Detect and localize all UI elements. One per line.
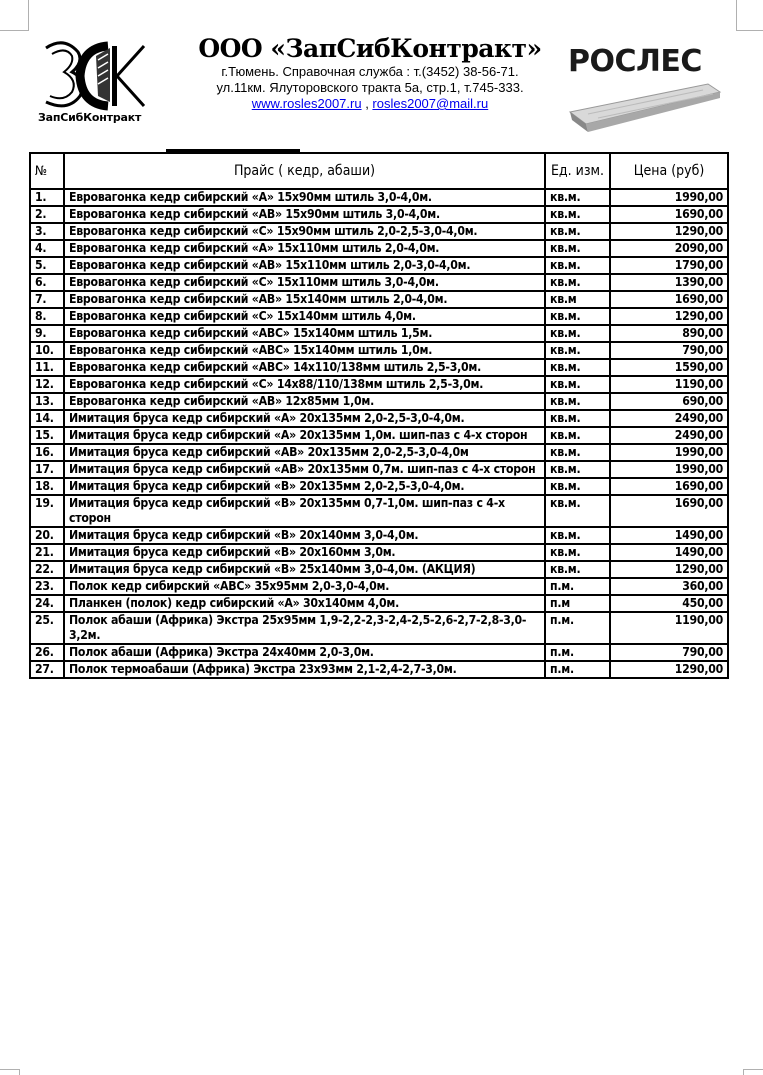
unit-cell: п.м. [545,644,610,661]
price-cell: 1990,00 [610,189,728,206]
product-name: Евровагонка кедр сибирский «АВС» 15х140мм штиль 1,0м. [64,342,545,359]
row-number: 9. [30,325,64,342]
table-row [30,342,728,359]
price-cell: 1690,00 [610,206,728,223]
price-cell: 690,00 [610,393,728,410]
rosles-logo [568,44,738,134]
price-cell: 1290,00 [610,661,728,678]
table-row [30,527,728,544]
company-header [170,34,570,112]
contacts-separator: , [361,96,373,111]
table-row [30,410,728,427]
unit-cell: кв.м. [545,257,610,274]
price-cell: 1390,00 [610,274,728,291]
product-name: Полок абаши (Африка) Экстра 25х95мм 1,9-2,2-2,3-2,4-2,5-2,6-2,7-2,8-3,0-3,2м. [64,612,545,644]
product-name: Имитация бруса кедр сибирский «В» 20х160мм 3,0м. [64,544,545,561]
row-number: 24. [30,595,64,612]
row-number: 26. [30,644,64,661]
page-corner-mark [0,1069,20,1075]
product-name: Имитация бруса кедр сибирский «В» 20х135мм 2,0-2,5-3,0-4,0м. [64,478,545,495]
product-name: Евровагонка кедр сибирский «С» 15х90мм штиль 2,0-2,5-3,0-4,0м. [64,223,545,240]
row-number: 20. [30,527,64,544]
row-number: 15. [30,427,64,444]
row-number: 16. [30,444,64,461]
unit-cell: кв.м. [545,325,610,342]
product-name: Имитация бруса кедр сибирский «В» 20х140мм 3,0-4,0м. [64,527,545,544]
price-cell: 1290,00 [610,223,728,240]
price-cell: 890,00 [610,325,728,342]
price-cell: 1190,00 [610,612,728,644]
unit-cell: кв.м. [545,342,610,359]
table-row [30,578,728,595]
table-row [30,223,728,240]
website-link[interactable]: www.rosles2007.ru [251,96,362,111]
row-number: 13. [30,393,64,410]
unit-cell: кв.м [545,291,610,308]
product-name: Евровагонка кедр сибирский «С» 14х88/110/138мм штиль 2,5-3,0м. [64,376,545,393]
table-row [30,612,728,644]
unit-cell: п.м [545,595,610,612]
product-name: Евровагонка кедр сибирский «А» 15х110мм штиль 2,0-4,0м. [64,240,545,257]
price-cell: 1990,00 [610,461,728,478]
column-header-price: Цена (руб) [610,153,728,189]
row-number: 5. [30,257,64,274]
unit-cell: кв.м. [545,444,610,461]
row-number: 2. [30,206,64,223]
price-cell: 1690,00 [610,495,728,527]
row-number: 23. [30,578,64,595]
product-name: Евровагонка кедр сибирский «АВ» 12х85мм 1,0м. [64,393,545,410]
row-number: 11. [30,359,64,376]
row-number: 18. [30,478,64,495]
price-cell: 450,00 [610,595,728,612]
price-cell: 1690,00 [610,291,728,308]
product-name: Полок кедр сибирский «АВС» 35х95мм 2,0-3,0-4,0м. [64,578,545,595]
unit-cell: кв.м. [545,376,610,393]
unit-cell: кв.м. [545,308,610,325]
product-name: Евровагонка кедр сибирский «АВ» 15х90мм штиль 3,0-4,0м. [64,206,545,223]
row-number: 7. [30,291,64,308]
row-number: 10. [30,342,64,359]
table-row [30,274,728,291]
column-header-unit: Ед. изм. [545,153,610,189]
row-number: 8. [30,308,64,325]
product-name: Имитация бруса кедр сибирский «В» 20х135мм 0,7-1,0м. шип-паз с 4-х сторон [64,495,545,527]
price-cell: 1290,00 [610,308,728,325]
unit-cell: кв.м. [545,393,610,410]
product-name: Полок термоабаши (Африка) Экстра 23х93мм 2,1-2,4-2,7-3,0м. [64,661,545,678]
price-cell: 1490,00 [610,544,728,561]
product-name: Евровагонка кедр сибирский «АВС» 15х140мм штиль 1,5м. [64,325,545,342]
table-row [30,257,728,274]
unit-cell: кв.м. [545,240,610,257]
product-name: Полок абаши (Африка) Экстра 24х40мм 2,0-3,0м. [64,644,545,661]
product-name: Евровагонка кедр сибирский «А» 15х90мм штиль 3,0-4,0м. [64,189,545,206]
table-row [30,393,728,410]
company-name: ООО «ЗапСибКонтракт» [198,34,542,63]
left-logo-text: ЗапСибКонтракт [38,111,142,124]
price-cell: 1690,00 [610,478,728,495]
price-cell: 790,00 [610,644,728,661]
row-number: 17. [30,461,64,478]
unit-cell: кв.м. [545,461,610,478]
page-corner-mark [736,0,763,31]
row-number: 1. [30,189,64,206]
table-row [30,644,728,661]
price-cell: 1290,00 [610,561,728,578]
contacts-line [170,96,570,112]
rosles-logo-text: РОСЛЕС [568,44,702,79]
unit-cell: кв.м. [545,189,610,206]
unit-cell: кв.м. [545,544,610,561]
unit-cell: кв.м. [545,495,610,527]
unit-cell: кв.м. [545,223,610,240]
row-number: 6. [30,274,64,291]
product-name: Евровагонка кедр сибирский «АВ» 15х110мм штиль 2,0-3,0-4,0м. [64,257,545,274]
unit-cell: п.м. [545,578,610,595]
unit-cell: кв.м. [545,359,610,376]
table-row [30,544,728,561]
table-row [30,189,728,206]
product-name: Имитация бруса кедр сибирский «АВ» 20х135мм 2,0-2,5-3,0-4,0м [64,444,545,461]
table-row [30,427,728,444]
column-header-no: № [30,153,64,189]
price-cell: 2490,00 [610,427,728,444]
row-number: 3. [30,223,64,240]
page-corner-mark [0,0,29,31]
price-cell: 1990,00 [610,444,728,461]
table-row [30,359,728,376]
row-number: 22. [30,561,64,578]
table-row [30,240,728,257]
page-corner-mark [743,1069,763,1075]
product-name: Евровагонка кедр сибирский «С» 15х110мм штиль 3,0-4,0м. [64,274,545,291]
product-name: Имитация бруса кедр сибирский «АВ» 20х135мм 0,7м. шип-паз с 4-х сторон [64,461,545,478]
table-row [30,308,728,325]
product-name: Евровагонка кедр сибирский «С» 15х140мм штиль 4,0м. [64,308,545,325]
product-name: Имитация бруса кедр сибирский «А» 20х135мм 1,0м. шип-паз с 4-х сторон [64,427,545,444]
unit-cell: кв.м. [545,427,610,444]
price-table [29,152,729,679]
table-row [30,495,728,527]
table-row [30,461,728,478]
unit-cell: кв.м. [545,478,610,495]
unit-cell: п.м. [545,612,610,644]
price-cell: 1190,00 [610,376,728,393]
wood-plank-icon [568,82,738,136]
price-cell: 2090,00 [610,240,728,257]
row-number: 19. [30,495,64,527]
table-header-row [30,153,728,189]
address-line-1: г.Тюмень. Справочная служба : т.(3452) 38-56-71. [221,64,519,79]
table-row [30,561,728,578]
price-cell: 2490,00 [610,410,728,427]
table-row [30,325,728,342]
row-number: 14. [30,410,64,427]
product-name: Планкен (полок) кедр сибирский «А» 30х140мм 4,0м. [64,595,545,612]
address-line-2: ул.11км. Ялуторовского тракта 5а, стр.1, т.745-333. [216,80,524,95]
product-name: Имитация бруса кедр сибирский «А» 20х135мм 2,0-2,5-3,0-4,0м. [64,410,545,427]
price-cell: 1790,00 [610,257,728,274]
table-row [30,661,728,678]
table-row [30,291,728,308]
unit-cell: п.м. [545,661,610,678]
unit-cell: кв.м. [545,410,610,427]
unit-cell: кв.м. [545,274,610,291]
price-cell: 1590,00 [610,359,728,376]
row-number: 12. [30,376,64,393]
product-name: Евровагонка кедр сибирский «АВ» 15х140мм штиль 2,0-4,0м. [64,291,545,308]
table-row [30,478,728,495]
product-name: Евровагонка кедр сибирский «АВС» 14х110/138мм штиль 2,5-3,0м. [64,359,545,376]
unit-cell: кв.м. [545,206,610,223]
email-link[interactable]: rosles2007@mail.ru [372,96,489,111]
row-number: 4. [30,240,64,257]
price-cell: 1490,00 [610,527,728,544]
price-cell: 790,00 [610,342,728,359]
column-header-name: Прайс ( кедр, абаши) [64,153,545,189]
unit-cell: кв.м. [545,527,610,544]
unit-cell: кв.м. [545,561,610,578]
row-number: 25. [30,612,64,644]
table-row [30,206,728,223]
table-row [30,444,728,461]
product-name: Имитация бруса кедр сибирский «В» 25х140мм 3,0-4,0м. (АКЦИЯ) [64,561,545,578]
row-number: 21. [30,544,64,561]
table-row [30,595,728,612]
row-number: 27. [30,661,64,678]
table-row [30,376,728,393]
price-cell: 360,00 [610,578,728,595]
